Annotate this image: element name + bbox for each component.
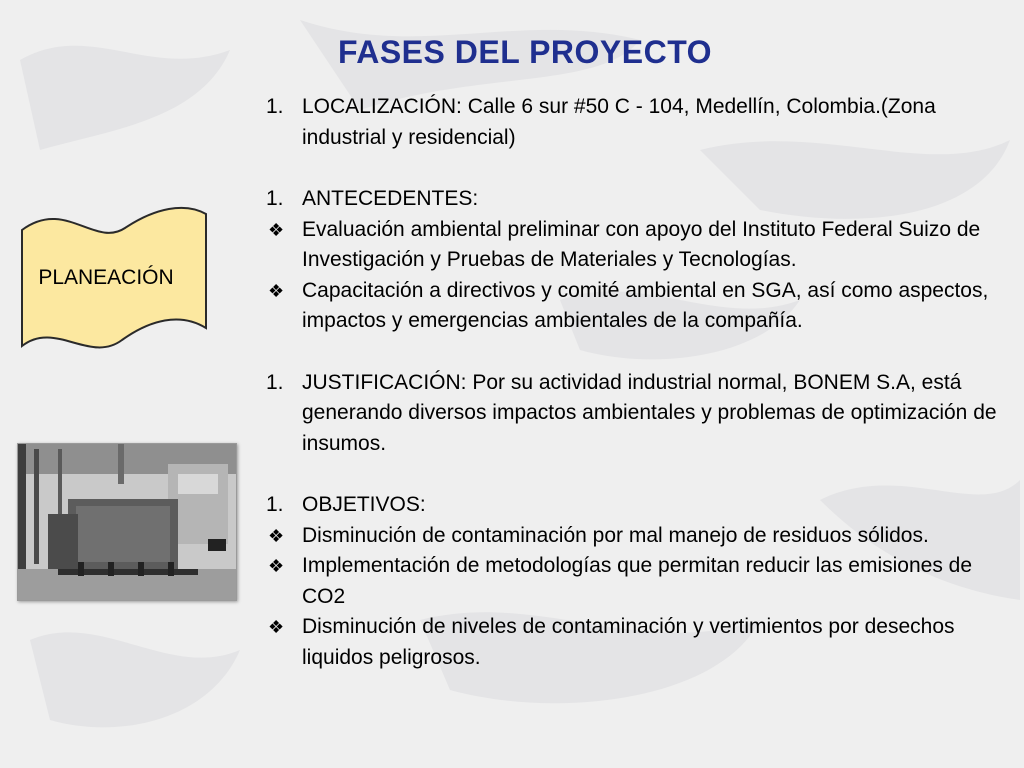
list-number: 1.: [266, 95, 284, 118]
diamond-bullet-icon: ❖: [268, 617, 285, 637]
justificacion-text: JUSTIFICACIÓN: Por su actividad industrial normal, BONEM S.A, está generando diversos impactos ambientales y problemas de optimización de insumos.: [302, 370, 997, 455]
factory-machinery-photo-icon: [18, 444, 236, 600]
list-item-localizacion: [262, 92, 1002, 153]
content-list: [262, 92, 1002, 673]
list-number: 1.: [266, 370, 284, 394]
diamond-bullet-icon: ❖: [268, 556, 285, 576]
bullet-text: Disminución de niveles de contaminación y vertimientos por desechos liquidos peligrosos.: [302, 615, 955, 669]
slide-title: FASES DEL PROYECTO: [337, 34, 713, 70]
list-item-objetivos: [262, 490, 1002, 521]
diamond-bullet-icon: ❖: [268, 280, 285, 301]
bullet-text: Capacitación a directivos y comité ambiental en SGA, así como aspectos, impactos y emergencias ambientales de la compañía.: [302, 278, 989, 332]
phase-label: PLANEACIÓN: [38, 266, 174, 289]
factory-photo: [17, 443, 237, 601]
bullet-item: [262, 612, 1002, 673]
bullet-text: Evaluación ambiental preliminar con apoyo del Instituto Federal Suizo de Investigación y Pruebas de Materiales y Tecnologías.: [302, 217, 981, 271]
bullet-item: [262, 276, 1002, 337]
list-number: 1.: [266, 493, 284, 516]
localizacion-text: LOCALIZACIÓN: Calle 6 sur #50 C - 104, Medellín, Colombia.(Zona industrial y residencial): [302, 95, 936, 149]
bullet-text: Implementación de metodologías que permitan reducir las emisiones de CO2: [302, 554, 973, 608]
antecedentes-heading: ANTECEDENTES:: [302, 187, 479, 210]
list-item-justificacion: [262, 368, 1002, 460]
bullet-text: Disminución de contaminación por mal manejo de residuos sólidos.: [302, 523, 929, 547]
objetivos-heading: OBJETIVOS:: [302, 493, 426, 516]
bullet-item: [262, 521, 1002, 552]
diamond-bullet-icon: ❖: [268, 525, 285, 546]
list-number: 1.: [266, 187, 284, 210]
bullet-item: [262, 551, 1002, 612]
list-item-antecedentes: [262, 184, 1002, 215]
diamond-bullet-icon: ❖: [268, 219, 285, 240]
bullet-item: [262, 215, 1002, 276]
